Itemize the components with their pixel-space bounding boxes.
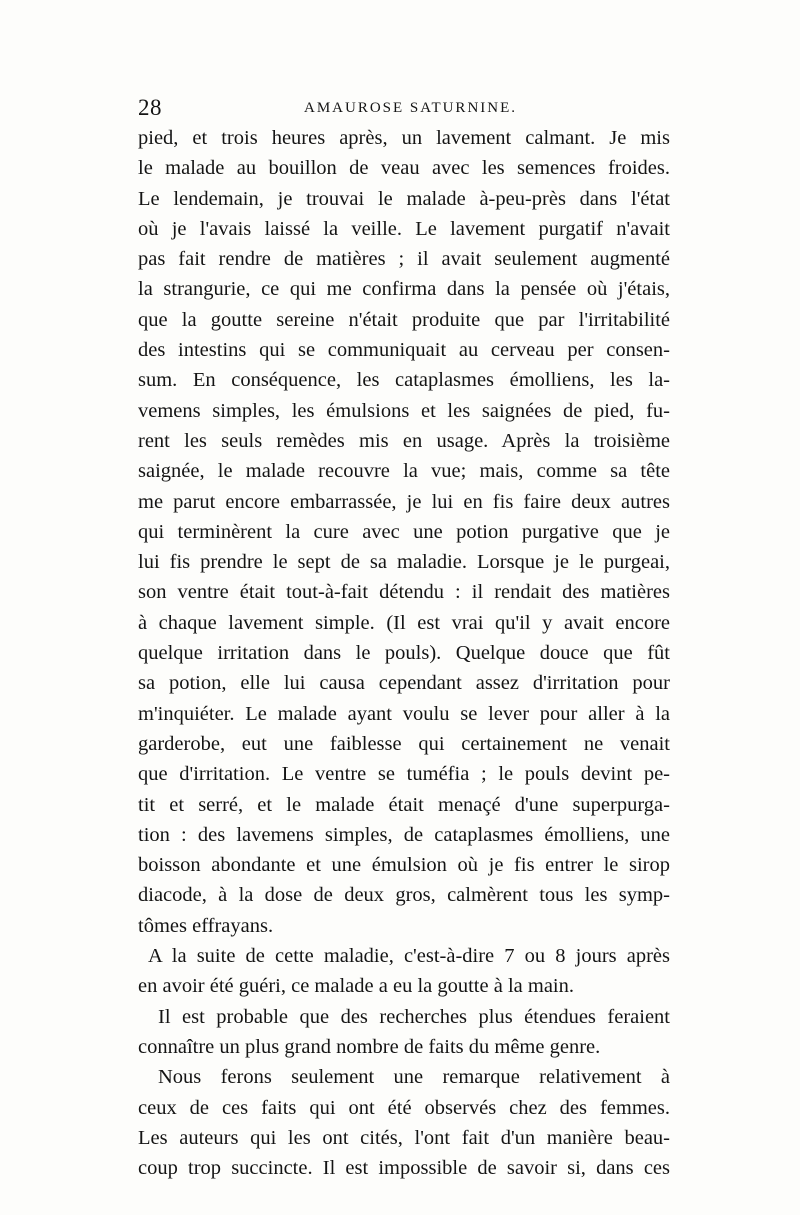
body-text [138,123,670,1183]
text-line: Nous ferons seulement une remarque relativement à [158,1066,670,1089]
text-line: son ventre était tout-à-fait détendu : il rendait des matières [138,581,670,604]
text-line: en avoir été guéri, ce malade a eu la goutte à la main. [138,975,574,998]
text-line: sa potion, elle lui causa cependant assez d'irritation pour [138,672,670,695]
text-line: que d'irritation. Le ventre se tuméfia ; le pouls devint pe- [138,763,670,786]
text-line: pied, et trois heures après, un lavement calmant. Je mis [138,127,670,149]
text-line: tômes effrayans. [138,914,274,937]
text-line: tit et serré, et le malade était menaçé d'une superpurga- [138,793,670,816]
text-line: Le lendemain, je trouvai le malade à-peu-près dans l'état [138,187,670,210]
text-line: sum. En conséquence, les cataplasmes émolliens, les la- [138,369,670,392]
text-line: coup trop succincte. Il est impossible de savoir si, dans ces [138,1157,670,1180]
text-line: pas fait rendre de matières ; il avait seulement augmenté [138,248,670,271]
running-header [138,95,668,125]
text-line: m'inquiéter. Le malade ayant voulu se lever pour aller à la [138,702,670,725]
text-line: la strangurie, ce qui me confirma dans la pensée où j'étais, [138,278,670,301]
text-line: boisson abondante et une émulsion où je fis entrer le sirop [138,854,670,877]
text-line: diacode, à la dose de deux gros, calmèrent tous les symp- [138,884,670,907]
text-line: à chaque lavement simple. (Il est vrai qu'il y avait encore [138,611,670,634]
text-line: Les auteurs qui les ont cités, l'ont fait d'un manière beau- [138,1126,670,1149]
running-title: AMAUROSE SATURNINE. [304,100,518,116]
text-line: que la goutte sereine n'était produite que par l'irritabilité [138,308,670,331]
text-line: garderobe, eut une faiblesse qui certainement ne venait [138,732,670,755]
text-line: connaître un plus grand nombre de faits du même genre. [138,1035,601,1058]
text-line: qui terminèrent la cure avec une potion purgative que je [138,520,670,543]
text-line: vemens simples, les émulsions et les saignées de pied, fu- [138,399,670,422]
text-line: le malade au bouillon de veau avec les semences froides. [138,157,670,180]
text-line: lui fis prendre le sept de sa maladie. Lorsque je le purgeai, [138,551,670,574]
text-line: des intestins qui se communiquait au cerveau per consen- [138,339,670,362]
text-line: saignée, le malade recouvre la vue; mais, comme sa tête [138,460,670,483]
page-number: 28 [138,95,162,120]
text-line: tion : des lavemens simples, de cataplasmes émolliens, une [138,823,670,846]
text-line: quelque irritation dans le pouls). Quelque douce que fût [138,642,670,665]
text-line: Il est probable que des recherches plus étendues feraient [158,1005,670,1028]
text-line: A la suite de cette maladie, c'est-à-dire 7 ou 8 jours après [148,945,670,968]
text-line: rent les seuls remèdes mis en usage. Après la troisième [138,429,670,452]
text-line: ceux de ces faits qui ont été observés chez des femmes. [138,1096,670,1119]
text-line: me parut encore embarrassée, je lui en fis faire deux autres [138,490,670,513]
text-line: où je l'avais laissé la veille. Le lavement purgatif n'avait [138,217,670,240]
